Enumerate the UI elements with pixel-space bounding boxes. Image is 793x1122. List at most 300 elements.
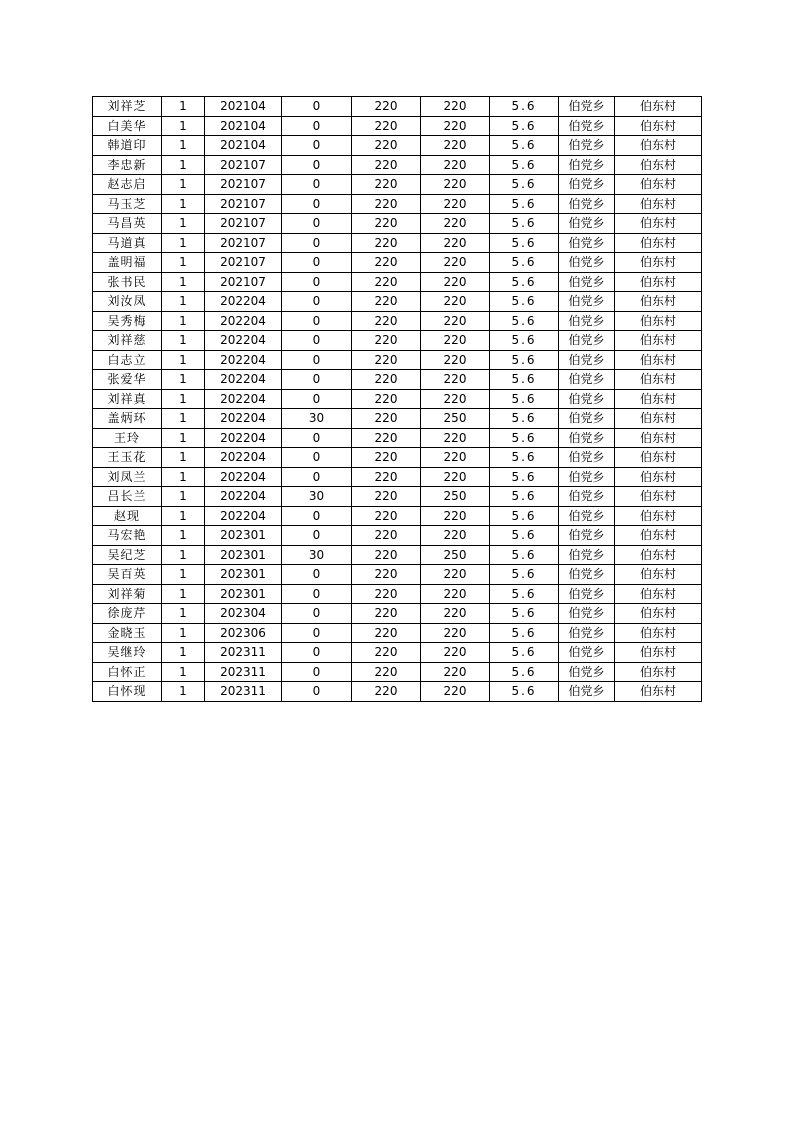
total-cell: 220 <box>421 623 490 643</box>
village-cell: 伯东村 <box>615 604 702 624</box>
count-cell: 1 <box>162 545 205 565</box>
month-cell: 202311 <box>205 662 282 682</box>
amount-cell: 5.6 <box>490 194 559 214</box>
count-cell: 1 <box>162 506 205 526</box>
total-cell: 220 <box>421 155 490 175</box>
base-cell: 220 <box>352 682 421 702</box>
town-cell: 伯党乡 <box>559 97 615 117</box>
extra-cell: 0 <box>282 448 352 468</box>
name-cell: 盖炳环 <box>93 409 162 429</box>
name-cell: 盖明福 <box>93 253 162 273</box>
town-cell: 伯党乡 <box>559 389 615 409</box>
base-cell: 220 <box>352 253 421 273</box>
village-cell: 伯东村 <box>615 409 702 429</box>
town-cell: 伯党乡 <box>559 214 615 234</box>
amount-cell: 5.6 <box>490 409 559 429</box>
month-cell: 202204 <box>205 350 282 370</box>
total-cell: 220 <box>421 526 490 546</box>
total-cell: 220 <box>421 389 490 409</box>
extra-cell: 0 <box>282 311 352 331</box>
village-cell: 伯东村 <box>615 116 702 136</box>
total-cell: 220 <box>421 272 490 292</box>
total-cell: 220 <box>421 467 490 487</box>
table-row <box>93 643 702 663</box>
name-cell: 张爱华 <box>93 370 162 390</box>
count-cell: 1 <box>162 311 205 331</box>
amount-cell: 5.6 <box>490 662 559 682</box>
table-row <box>93 136 702 156</box>
table-row <box>93 331 702 351</box>
table-row <box>93 467 702 487</box>
town-cell: 伯党乡 <box>559 545 615 565</box>
total-cell: 220 <box>421 506 490 526</box>
name-cell: 吴秀梅 <box>93 311 162 331</box>
extra-cell: 0 <box>282 97 352 117</box>
name-cell: 马宏艳 <box>93 526 162 546</box>
month-cell: 202204 <box>205 389 282 409</box>
amount-cell: 5.6 <box>490 506 559 526</box>
base-cell: 220 <box>352 97 421 117</box>
amount-cell: 5.6 <box>490 389 559 409</box>
village-cell: 伯东村 <box>615 584 702 604</box>
month-cell: 202304 <box>205 604 282 624</box>
amount-cell: 5.6 <box>490 565 559 585</box>
amount-cell: 5.6 <box>490 272 559 292</box>
town-cell: 伯党乡 <box>559 233 615 253</box>
extra-cell: 0 <box>282 233 352 253</box>
month-cell: 202301 <box>205 565 282 585</box>
table-row <box>93 662 702 682</box>
village-cell: 伯东村 <box>615 350 702 370</box>
base-cell: 220 <box>352 623 421 643</box>
table-row <box>93 175 702 195</box>
base-cell: 220 <box>352 389 421 409</box>
amount-cell: 5.6 <box>490 545 559 565</box>
extra-cell: 0 <box>282 565 352 585</box>
table-row <box>93 487 702 507</box>
extra-cell: 30 <box>282 487 352 507</box>
total-cell: 220 <box>421 292 490 312</box>
town-cell: 伯党乡 <box>559 292 615 312</box>
extra-cell: 0 <box>282 662 352 682</box>
town-cell: 伯党乡 <box>559 136 615 156</box>
amount-cell: 5.6 <box>490 682 559 702</box>
table-row <box>93 623 702 643</box>
base-cell: 220 <box>352 292 421 312</box>
month-cell: 202204 <box>205 506 282 526</box>
month-cell: 202107 <box>205 233 282 253</box>
base-cell: 220 <box>352 643 421 663</box>
amount-cell: 5.6 <box>490 155 559 175</box>
town-cell: 伯党乡 <box>559 194 615 214</box>
town-cell: 伯党乡 <box>559 428 615 448</box>
village-cell: 伯东村 <box>615 565 702 585</box>
extra-cell: 0 <box>282 292 352 312</box>
town-cell: 伯党乡 <box>559 565 615 585</box>
table-row <box>93 233 702 253</box>
town-cell: 伯党乡 <box>559 155 615 175</box>
extra-cell: 0 <box>282 194 352 214</box>
month-cell: 202104 <box>205 116 282 136</box>
extra-cell: 0 <box>282 428 352 448</box>
total-cell: 220 <box>421 565 490 585</box>
extra-cell: 0 <box>282 116 352 136</box>
total-cell: 220 <box>421 331 490 351</box>
count-cell: 1 <box>162 467 205 487</box>
extra-cell: 0 <box>282 526 352 546</box>
month-cell: 202107 <box>205 175 282 195</box>
amount-cell: 5.6 <box>490 448 559 468</box>
name-cell: 王玉花 <box>93 448 162 468</box>
extra-cell: 0 <box>282 331 352 351</box>
town-cell: 伯党乡 <box>559 253 615 273</box>
total-cell: 220 <box>421 97 490 117</box>
name-cell: 张书民 <box>93 272 162 292</box>
base-cell: 220 <box>352 506 421 526</box>
table-row <box>93 253 702 273</box>
count-cell: 1 <box>162 662 205 682</box>
count-cell: 1 <box>162 604 205 624</box>
count-cell: 1 <box>162 448 205 468</box>
amount-cell: 5.6 <box>490 643 559 663</box>
month-cell: 202301 <box>205 545 282 565</box>
name-cell: 刘祥菊 <box>93 584 162 604</box>
name-cell: 白怀正 <box>93 662 162 682</box>
amount-cell: 5.6 <box>490 292 559 312</box>
table-row <box>93 272 702 292</box>
count-cell: 1 <box>162 292 205 312</box>
extra-cell: 30 <box>282 545 352 565</box>
total-cell: 220 <box>421 428 490 448</box>
total-cell: 220 <box>421 136 490 156</box>
month-cell: 202204 <box>205 370 282 390</box>
amount-cell: 5.6 <box>490 350 559 370</box>
town-cell: 伯党乡 <box>559 409 615 429</box>
extra-cell: 0 <box>282 214 352 234</box>
name-cell: 马道真 <box>93 233 162 253</box>
table-row <box>93 409 702 429</box>
village-cell: 伯东村 <box>615 506 702 526</box>
count-cell: 1 <box>162 194 205 214</box>
table-row <box>93 584 702 604</box>
table-row <box>93 116 702 136</box>
base-cell: 220 <box>352 116 421 136</box>
town-cell: 伯党乡 <box>559 116 615 136</box>
village-cell: 伯东村 <box>615 233 702 253</box>
base-cell: 220 <box>352 467 421 487</box>
month-cell: 202204 <box>205 409 282 429</box>
total-cell: 220 <box>421 233 490 253</box>
town-cell: 伯党乡 <box>559 448 615 468</box>
village-cell: 伯东村 <box>615 97 702 117</box>
village-cell: 伯东村 <box>615 370 702 390</box>
extra-cell: 0 <box>282 506 352 526</box>
village-cell: 伯东村 <box>615 175 702 195</box>
amount-cell: 5.6 <box>490 116 559 136</box>
village-cell: 伯东村 <box>615 682 702 702</box>
total-cell: 220 <box>421 311 490 331</box>
name-cell: 刘凤兰 <box>93 467 162 487</box>
month-cell: 202204 <box>205 487 282 507</box>
name-cell: 马昌英 <box>93 214 162 234</box>
count-cell: 1 <box>162 175 205 195</box>
total-cell: 220 <box>421 175 490 195</box>
amount-cell: 5.6 <box>490 311 559 331</box>
total-cell: 220 <box>421 253 490 273</box>
month-cell: 202107 <box>205 214 282 234</box>
village-cell: 伯东村 <box>615 331 702 351</box>
village-cell: 伯东村 <box>615 545 702 565</box>
name-cell: 吴百英 <box>93 565 162 585</box>
village-cell: 伯东村 <box>615 662 702 682</box>
total-cell: 220 <box>421 662 490 682</box>
count-cell: 1 <box>162 253 205 273</box>
name-cell: 刘汝凤 <box>93 292 162 312</box>
total-cell: 220 <box>421 584 490 604</box>
table-row <box>93 389 702 409</box>
extra-cell: 30 <box>282 409 352 429</box>
town-cell: 伯党乡 <box>559 331 615 351</box>
village-cell: 伯东村 <box>615 136 702 156</box>
month-cell: 202107 <box>205 253 282 273</box>
month-cell: 202306 <box>205 623 282 643</box>
village-cell: 伯东村 <box>615 389 702 409</box>
extra-cell: 0 <box>282 272 352 292</box>
total-cell: 220 <box>421 350 490 370</box>
amount-cell: 5.6 <box>490 584 559 604</box>
extra-cell: 0 <box>282 584 352 604</box>
count-cell: 1 <box>162 584 205 604</box>
extra-cell: 0 <box>282 253 352 273</box>
total-cell: 250 <box>421 545 490 565</box>
town-cell: 伯党乡 <box>559 506 615 526</box>
town-cell: 伯党乡 <box>559 350 615 370</box>
extra-cell: 0 <box>282 175 352 195</box>
town-cell: 伯党乡 <box>559 526 615 546</box>
name-cell: 白美华 <box>93 116 162 136</box>
table-row <box>93 155 702 175</box>
extra-cell: 0 <box>282 604 352 624</box>
count-cell: 1 <box>162 97 205 117</box>
town-cell: 伯党乡 <box>559 662 615 682</box>
count-cell: 1 <box>162 389 205 409</box>
table-row <box>93 194 702 214</box>
count-cell: 1 <box>162 155 205 175</box>
village-cell: 伯东村 <box>615 214 702 234</box>
month-cell: 202204 <box>205 292 282 312</box>
total-cell: 250 <box>421 487 490 507</box>
town-cell: 伯党乡 <box>559 467 615 487</box>
table-row <box>93 292 702 312</box>
town-cell: 伯党乡 <box>559 175 615 195</box>
count-cell: 1 <box>162 428 205 448</box>
base-cell: 220 <box>352 214 421 234</box>
base-cell: 220 <box>352 604 421 624</box>
name-cell: 徐庞芹 <box>93 604 162 624</box>
month-cell: 202204 <box>205 448 282 468</box>
village-cell: 伯东村 <box>615 155 702 175</box>
table-row <box>93 448 702 468</box>
amount-cell: 5.6 <box>490 214 559 234</box>
amount-cell: 5.6 <box>490 370 559 390</box>
count-cell: 1 <box>162 643 205 663</box>
table-row <box>93 97 702 117</box>
amount-cell: 5.6 <box>490 233 559 253</box>
base-cell: 220 <box>352 584 421 604</box>
base-cell: 220 <box>352 545 421 565</box>
village-cell: 伯东村 <box>615 467 702 487</box>
table-row <box>93 506 702 526</box>
base-cell: 220 <box>352 311 421 331</box>
name-cell: 吴纪芝 <box>93 545 162 565</box>
extra-cell: 0 <box>282 155 352 175</box>
count-cell: 1 <box>162 116 205 136</box>
total-cell: 220 <box>421 448 490 468</box>
base-cell: 220 <box>352 272 421 292</box>
base-cell: 220 <box>352 331 421 351</box>
village-cell: 伯东村 <box>615 272 702 292</box>
amount-cell: 5.6 <box>490 331 559 351</box>
month-cell: 202107 <box>205 155 282 175</box>
amount-cell: 5.6 <box>490 428 559 448</box>
month-cell: 202204 <box>205 331 282 351</box>
subsidy-table <box>92 96 702 702</box>
count-cell: 1 <box>162 623 205 643</box>
extra-cell: 0 <box>282 623 352 643</box>
village-cell: 伯东村 <box>615 526 702 546</box>
table-row <box>93 311 702 331</box>
count-cell: 1 <box>162 350 205 370</box>
table-row <box>93 428 702 448</box>
name-cell: 白志立 <box>93 350 162 370</box>
extra-cell: 0 <box>282 350 352 370</box>
extra-cell: 0 <box>282 467 352 487</box>
month-cell: 202204 <box>205 467 282 487</box>
village-cell: 伯东村 <box>615 487 702 507</box>
town-cell: 伯党乡 <box>559 584 615 604</box>
base-cell: 220 <box>352 662 421 682</box>
name-cell: 赵现 <box>93 506 162 526</box>
month-cell: 202104 <box>205 136 282 156</box>
total-cell: 220 <box>421 214 490 234</box>
total-cell: 220 <box>421 194 490 214</box>
name-cell: 吕长兰 <box>93 487 162 507</box>
table-row <box>93 350 702 370</box>
extra-cell: 0 <box>282 682 352 702</box>
month-cell: 202311 <box>205 682 282 702</box>
base-cell: 220 <box>352 194 421 214</box>
name-cell: 李忠新 <box>93 155 162 175</box>
town-cell: 伯党乡 <box>559 370 615 390</box>
table-row <box>93 565 702 585</box>
town-cell: 伯党乡 <box>559 311 615 331</box>
month-cell: 202104 <box>205 97 282 117</box>
extra-cell: 0 <box>282 136 352 156</box>
month-cell: 202107 <box>205 272 282 292</box>
amount-cell: 5.6 <box>490 526 559 546</box>
village-cell: 伯东村 <box>615 311 702 331</box>
month-cell: 202301 <box>205 584 282 604</box>
month-cell: 202204 <box>205 428 282 448</box>
count-cell: 1 <box>162 409 205 429</box>
base-cell: 220 <box>352 448 421 468</box>
count-cell: 1 <box>162 526 205 546</box>
amount-cell: 5.6 <box>490 487 559 507</box>
town-cell: 伯党乡 <box>559 272 615 292</box>
village-cell: 伯东村 <box>615 448 702 468</box>
month-cell: 202107 <box>205 194 282 214</box>
month-cell: 202204 <box>205 311 282 331</box>
extra-cell: 0 <box>282 389 352 409</box>
base-cell: 220 <box>352 233 421 253</box>
village-cell: 伯东村 <box>615 292 702 312</box>
table-row <box>93 370 702 390</box>
name-cell: 金晓玉 <box>93 623 162 643</box>
town-cell: 伯党乡 <box>559 643 615 663</box>
amount-cell: 5.6 <box>490 467 559 487</box>
count-cell: 1 <box>162 233 205 253</box>
table-body <box>93 97 702 702</box>
base-cell: 220 <box>352 565 421 585</box>
base-cell: 220 <box>352 136 421 156</box>
month-cell: 202301 <box>205 526 282 546</box>
amount-cell: 5.6 <box>490 253 559 273</box>
table-row <box>93 214 702 234</box>
table-row <box>93 545 702 565</box>
amount-cell: 5.6 <box>490 623 559 643</box>
name-cell: 韩道印 <box>93 136 162 156</box>
total-cell: 220 <box>421 604 490 624</box>
village-cell: 伯东村 <box>615 194 702 214</box>
base-cell: 220 <box>352 155 421 175</box>
village-cell: 伯东村 <box>615 428 702 448</box>
count-cell: 1 <box>162 136 205 156</box>
extra-cell: 0 <box>282 370 352 390</box>
town-cell: 伯党乡 <box>559 604 615 624</box>
amount-cell: 5.6 <box>490 175 559 195</box>
name-cell: 刘祥芝 <box>93 97 162 117</box>
total-cell: 250 <box>421 409 490 429</box>
count-cell: 1 <box>162 331 205 351</box>
month-cell: 202311 <box>205 643 282 663</box>
base-cell: 220 <box>352 350 421 370</box>
total-cell: 220 <box>421 643 490 663</box>
count-cell: 1 <box>162 682 205 702</box>
name-cell: 刘祥真 <box>93 389 162 409</box>
table-row <box>93 682 702 702</box>
name-cell: 刘祥慈 <box>93 331 162 351</box>
total-cell: 220 <box>421 370 490 390</box>
count-cell: 1 <box>162 487 205 507</box>
total-cell: 220 <box>421 116 490 136</box>
town-cell: 伯党乡 <box>559 682 615 702</box>
count-cell: 1 <box>162 272 205 292</box>
village-cell: 伯东村 <box>615 253 702 273</box>
amount-cell: 5.6 <box>490 604 559 624</box>
base-cell: 220 <box>352 487 421 507</box>
count-cell: 1 <box>162 214 205 234</box>
total-cell: 220 <box>421 682 490 702</box>
name-cell: 白怀现 <box>93 682 162 702</box>
base-cell: 220 <box>352 175 421 195</box>
amount-cell: 5.6 <box>490 97 559 117</box>
town-cell: 伯党乡 <box>559 623 615 643</box>
name-cell: 吴继玲 <box>93 643 162 663</box>
count-cell: 1 <box>162 370 205 390</box>
table-row <box>93 604 702 624</box>
town-cell: 伯党乡 <box>559 487 615 507</box>
base-cell: 220 <box>352 370 421 390</box>
